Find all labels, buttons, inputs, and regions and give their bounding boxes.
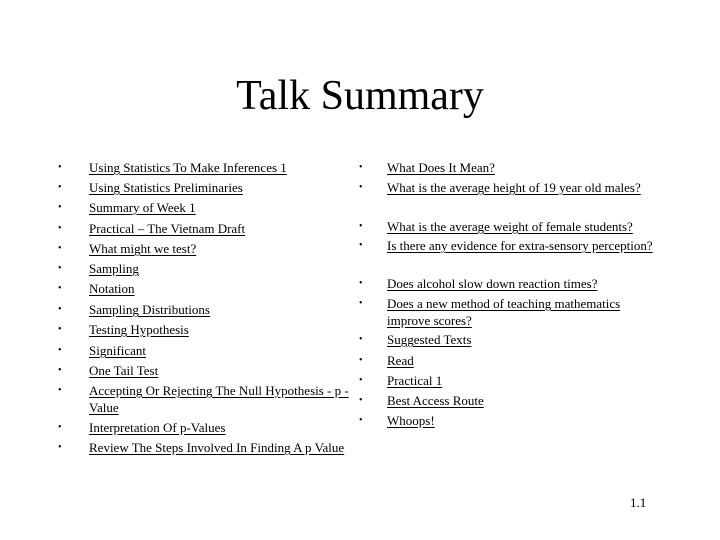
link-what-does-it-mean[interactable]: What Does It Mean? — [387, 160, 495, 175]
bullet-icon: • — [58, 162, 62, 173]
link-read[interactable]: Read — [387, 353, 414, 368]
link-review-steps[interactable]: Review The Steps Involved In Finding A p Value — [89, 440, 345, 455]
link-sampling[interactable]: Sampling — [89, 261, 139, 276]
link-sampling-distributions[interactable]: Sampling Distributions — [89, 302, 210, 317]
link-interpretation-p-values[interactable]: Interpretation Of p-Values — [89, 420, 226, 435]
bullet-icon: • — [359, 278, 363, 289]
link-teaching-method[interactable]: Does a new method of teaching mathematics improve scores? — [387, 296, 621, 328]
bullet-icon: • — [359, 334, 363, 345]
bullet-icon: • — [58, 202, 62, 213]
left-link-list — [58, 159, 363, 479]
link-best-access-route[interactable]: Best Access Route — [387, 393, 484, 408]
bullet-icon: • — [359, 355, 363, 366]
bullet-icon: • — [58, 283, 62, 294]
bullet-icon: • — [58, 365, 62, 376]
link-alcohol-reaction[interactable]: Does alcohol slow down reaction times? — [387, 276, 598, 291]
link-summary-week-1[interactable]: Summary of Week 1 — [89, 200, 196, 215]
bullet-icon: • — [58, 243, 62, 254]
bullet-icon: • — [58, 385, 62, 396]
bullet-icon: • — [359, 395, 363, 406]
bullet-icon: • — [58, 324, 62, 335]
bullet-icon: • — [58, 182, 62, 193]
bullet-icon: • — [58, 304, 62, 315]
bullet-icon: • — [359, 375, 363, 386]
bullet-icon: • — [359, 162, 363, 173]
bullet-icon: • — [58, 223, 62, 234]
bullet-icon: • — [359, 221, 363, 232]
link-what-might-we-test[interactable]: What might we test? — [89, 241, 197, 256]
link-suggested-texts[interactable]: Suggested Texts — [387, 332, 472, 347]
link-inferences-1[interactable]: Using Statistics To Make Inferences 1 — [89, 160, 287, 175]
link-average-weight[interactable]: What is the average weight of female students? — [387, 219, 633, 234]
link-vietnam-draft[interactable]: Practical – The Vietnam Draft — [89, 221, 246, 236]
bullet-icon: • — [359, 240, 363, 251]
right-link-list — [359, 159, 659, 429]
link-testing-hypothesis[interactable]: Testing Hypothesis — [89, 322, 189, 337]
link-whoops[interactable]: Whoops! — [387, 413, 435, 428]
page-number: 1.1 — [630, 495, 647, 510]
slide-title: Talk Summary — [236, 73, 484, 119]
link-accepting-rejecting-null[interactable]: Accepting Or Rejecting The Null Hypothesis - p -Value — [89, 383, 349, 415]
bullet-icon: • — [58, 422, 62, 433]
link-practical-1[interactable]: Practical 1 — [387, 373, 443, 388]
link-one-tail-test[interactable]: One Tail Test — [89, 363, 159, 378]
bullet-icon: • — [359, 415, 363, 426]
link-average-height[interactable]: What is the average height of 19 year old males? — [387, 180, 641, 195]
link-notation[interactable]: Notation — [89, 281, 135, 296]
bullet-icon: • — [359, 182, 363, 193]
link-significant[interactable]: Significant — [89, 343, 147, 358]
bullet-icon: • — [58, 263, 62, 274]
bullet-icon: • — [58, 442, 62, 453]
link-extra-sensory[interactable]: Is there any evidence for extra-sensory perception? — [387, 238, 653, 253]
bullet-icon: • — [359, 298, 363, 309]
bullet-icon: • — [58, 345, 62, 356]
link-preliminaries[interactable]: Using Statistics Preliminaries — [89, 180, 243, 195]
